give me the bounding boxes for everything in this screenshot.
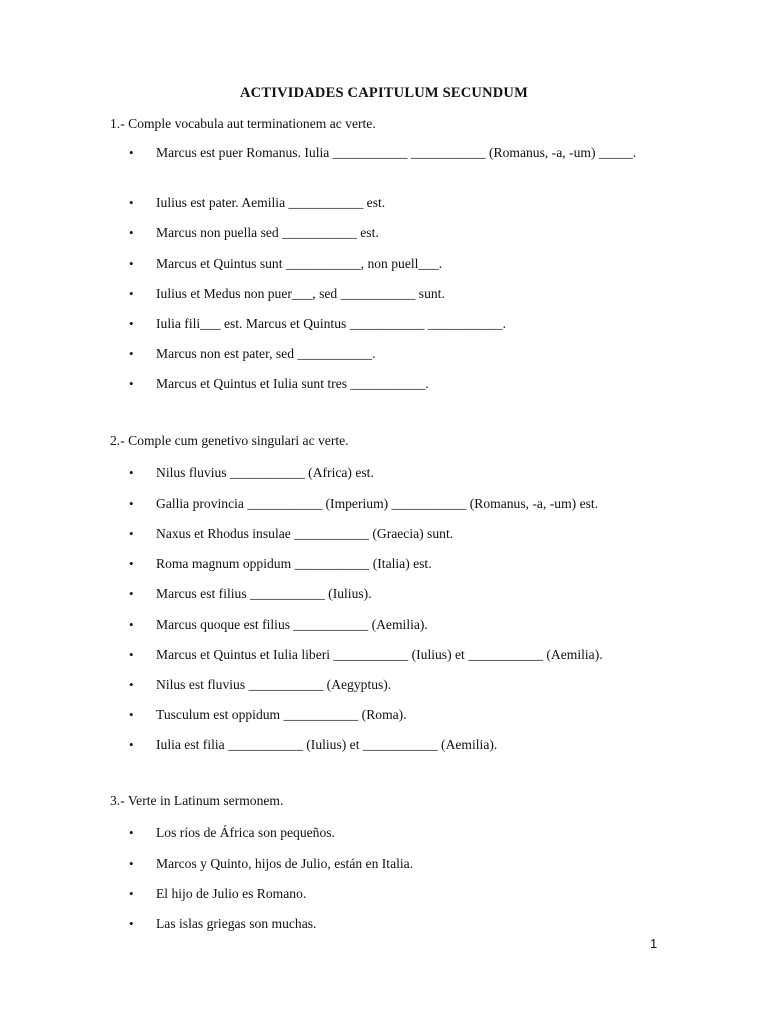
bullet-icon: •: [129, 225, 134, 240]
list-item-text: Gallia provincia ___________ (Imperium) ___________ (Romanus, -a, -um) est.: [156, 496, 599, 511]
bullet-icon: •: [129, 526, 134, 541]
list-item-text: Iulius et Medus non puer___, sed ___________ sunt.: [156, 286, 445, 301]
bullet-icon: •: [129, 707, 134, 722]
bullet-icon: •: [129, 465, 134, 480]
list-item-text: Marcus non puella sed ___________ est.: [156, 225, 379, 240]
list-item-text: Marcus quoque est filius ___________ (Aemilia).: [156, 617, 428, 632]
bullet-icon: •: [129, 737, 134, 752]
bullet-icon: •: [129, 316, 134, 331]
bullet-icon: •: [129, 256, 134, 271]
bullet-icon: •: [129, 586, 134, 601]
list-item-text: Marcus et Quintus et Iulia liberi ___________ (Iulius) et ___________ (Aemilia).: [156, 647, 603, 662]
list-item-text: El hijo de Julio es Romano.: [156, 886, 307, 901]
bullet-icon: •: [129, 376, 134, 391]
bullet-icon: •: [129, 286, 134, 301]
list-item-text: Naxus et Rhodus insulae ___________ (Graecia) sunt.: [156, 526, 454, 541]
list-item-text: Nilus est fluvius ___________ (Aegyptus).: [156, 677, 392, 692]
page-number: 1: [650, 936, 658, 951]
list-item-text: Marcus est filius ___________ (Iulius).: [156, 586, 372, 601]
bullet-icon: •: [129, 886, 134, 901]
bullet-icon: •: [129, 916, 134, 931]
list-item-text: Marcus non est pater, sed ___________.: [156, 346, 376, 361]
section-heading-1: 1.- Comple vocabula aut terminationem ac verte.: [110, 116, 376, 131]
list-item-text: Nilus fluvius ___________ (Africa) est.: [156, 465, 374, 480]
list-item-text: Marcus est puer Romanus. Iulia ___________ ___________ (Romanus, -a, -um) _____.: [156, 145, 637, 160]
section-heading-3: 3.- Verte in Latinum sermonem.: [110, 793, 284, 808]
bullet-icon: •: [129, 195, 134, 210]
bullet-icon: •: [129, 617, 134, 632]
list-item-text: Tusculum est oppidum ___________ (Roma).: [156, 707, 407, 722]
bullet-icon: •: [129, 496, 134, 511]
list-item-text: Marcus et Quintus et Iulia sunt tres ___________.: [156, 376, 429, 391]
bullet-icon: •: [129, 556, 134, 571]
section-heading-2: 2.- Comple cum genetivo singulari ac verte.: [110, 433, 349, 448]
list-item-text: Iulius est pater. Aemilia ___________ est.: [156, 195, 386, 210]
list-item-text: Iulia fili___ est. Marcus et Quintus ___________ ___________.: [156, 316, 507, 331]
list-item-text: Los ríos de África son pequeños.: [156, 825, 335, 840]
list-item-text: Las islas griegas son muchas.: [156, 916, 317, 931]
bullet-icon: •: [129, 856, 134, 871]
list-item-text: Iulia est filia ___________ (Iulius) et ___________ (Aemilia).: [156, 737, 498, 752]
bullet-icon: •: [129, 647, 134, 662]
bullet-icon: •: [129, 825, 134, 840]
page-title: ACTIVIDADES CAPITULUM SECUNDUM: [240, 85, 528, 101]
list-item-text: Marcos y Quinto, hijos de Julio, están en Italia.: [156, 856, 414, 871]
bullet-icon: •: [129, 677, 134, 692]
list-item-text: Roma magnum oppidum ___________ (Italia) est.: [156, 556, 432, 571]
bullet-icon: •: [129, 346, 134, 361]
bullet-icon: •: [129, 145, 134, 160]
list-item-text: Marcus et Quintus sunt ___________, non puell___.: [156, 256, 443, 271]
